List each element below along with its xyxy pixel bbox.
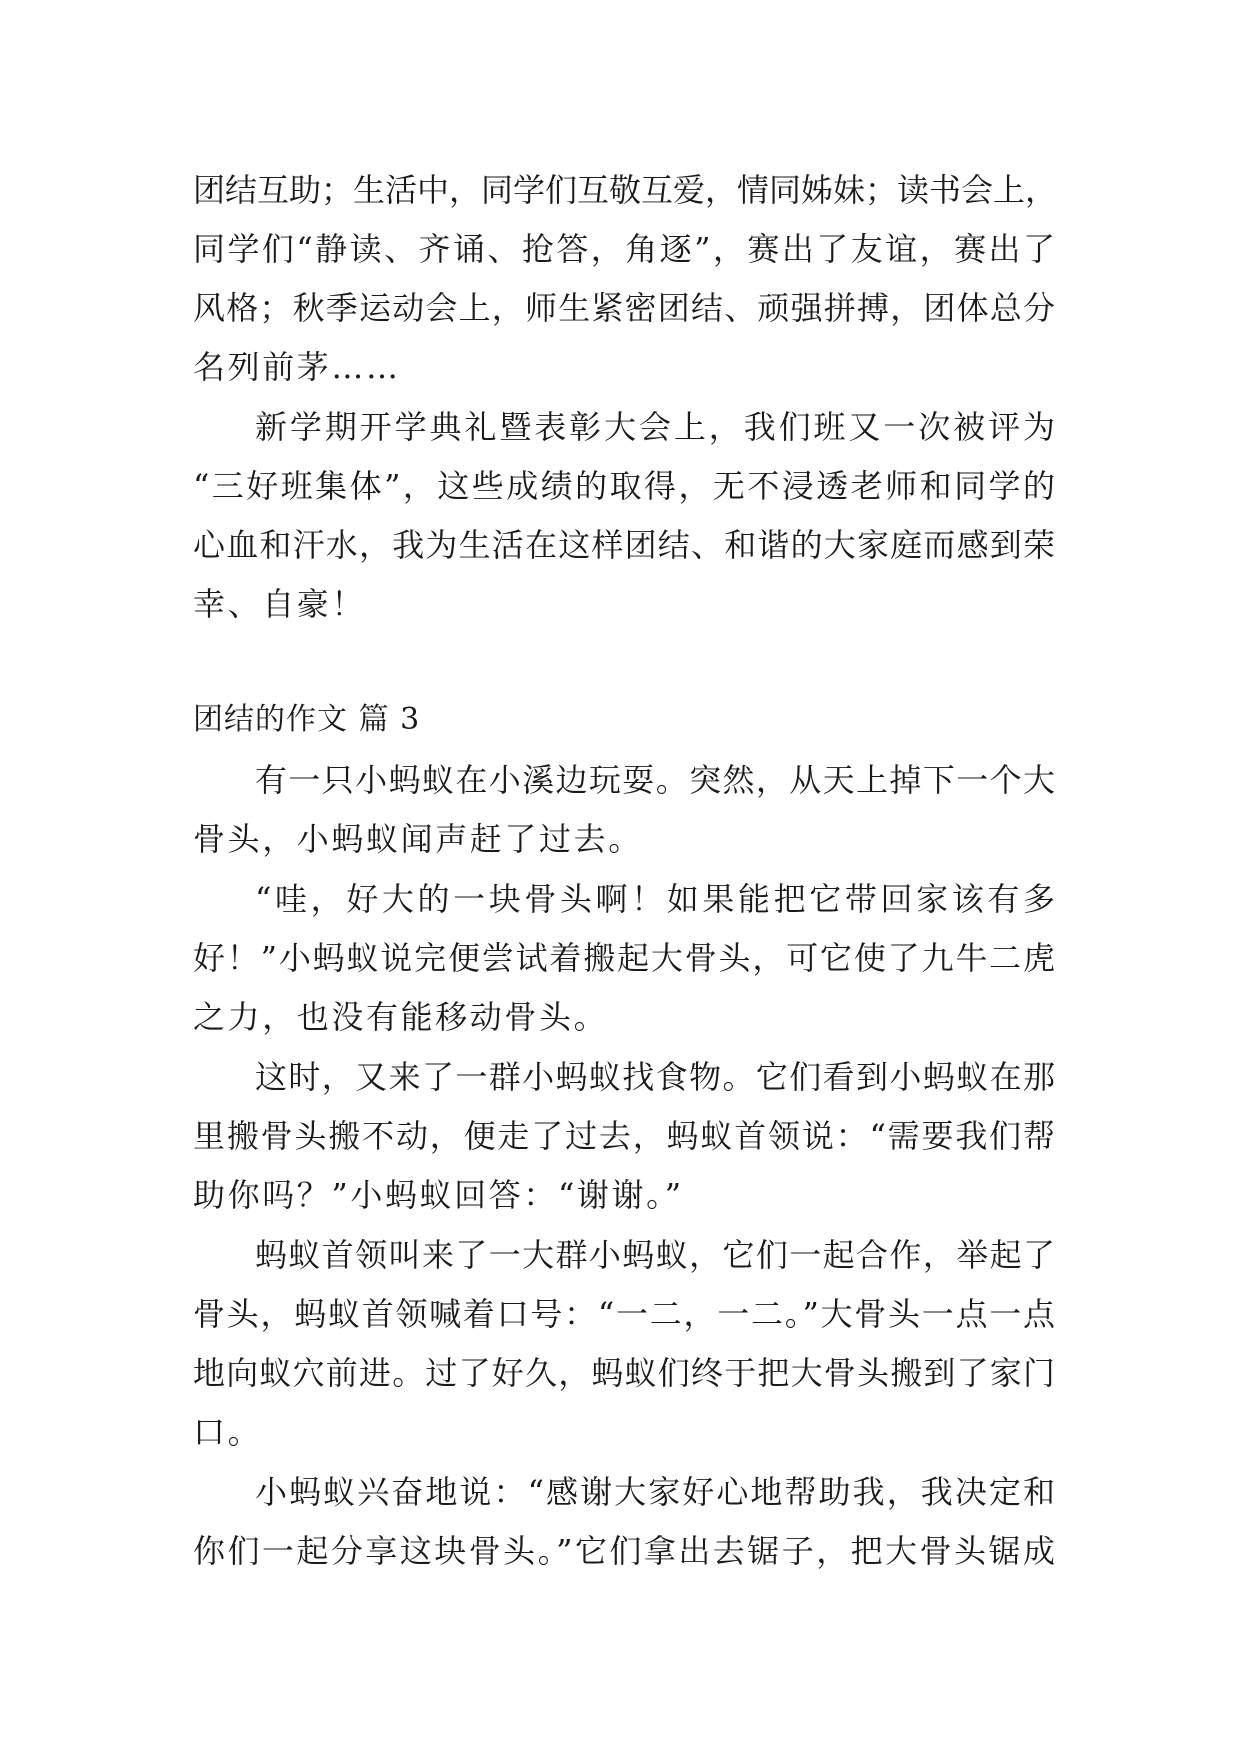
paragraph-line: 幸、自豪！ [193,585,367,623]
paragraph-line: “三好班集体”，这些成绩的取得，无不浸透老师和同学的 [193,467,1055,505]
paragraph-line: 名列前茅…… [193,348,401,386]
paragraph-line: 团结互助；生活中，同学们互敬互爱，情同姊妹；读书会上， [193,171,1058,209]
paragraph-line: “哇，好大的一块骨头啊！如果能把它带回家该有多 [255,880,1055,918]
paragraph-line: 心血和汗水，我为生活在这样团结、和谐的大家庭而感到荣 [193,526,1055,564]
paragraph-line: 风格；秋季运动会上，师生紧密团结、顽强拼搏，团体总分 [193,289,1055,327]
paragraph-line: 新学期开学典礼暨表彰大会上，我们班又一次被评为 [255,408,1055,446]
paragraph-line: 地向蚁穴前进。过了好久，蚂蚁们终于把大骨头搬到了家门 [193,1354,1055,1392]
paragraph-line: 口。 [193,1413,263,1451]
paragraph-line: 蚂蚁首领叫来了一大群小蚂蚁，它们一起合作，举起了 [255,1236,1055,1274]
paragraph-line: 有一只小蚂蚁在小溪边玩耍。突然，从天上掉下一个大 [255,761,1055,799]
paragraph-line: 骨头，蚂蚁首领喊着口号：“一二，一二。”大骨头一点一点 [193,1295,1055,1333]
paragraph-line: 里搬骨头搬不动，便走了过去，蚂蚁首领说：“需要我们帮 [193,1117,1055,1155]
paragraph-line: 好！”小蚂蚁说完便尝试着搬起大骨头，可它使了九牛二虎 [193,939,1055,977]
paragraph-line: 同学们“静读、齐诵、抢答，角逐”，赛出了友谊，赛出了 [193,230,1055,268]
paragraph-line: 助你吗？”小蚂蚁回答：“谢谢。” [193,1176,684,1214]
paragraph-line: 这时，又来了一群小蚂蚁找食物。它们看到小蚂蚁在那 [255,1058,1055,1096]
paragraph-line: 骨头，小蚂蚁闻声赶了过去。 [193,820,643,858]
paragraph-line: 之力，也没有能移动骨头。 [193,998,609,1036]
paragraph-line: 小蚂蚁兴奋地说：“感谢大家好心地帮助我，我决定和 [255,1473,1055,1511]
section-heading: 团结的作文 篇 3 [193,702,421,737]
paragraph-line: 你们一起分享这块骨头。”它们拿出去锯子，把大骨头锯成 [193,1532,1055,1570]
